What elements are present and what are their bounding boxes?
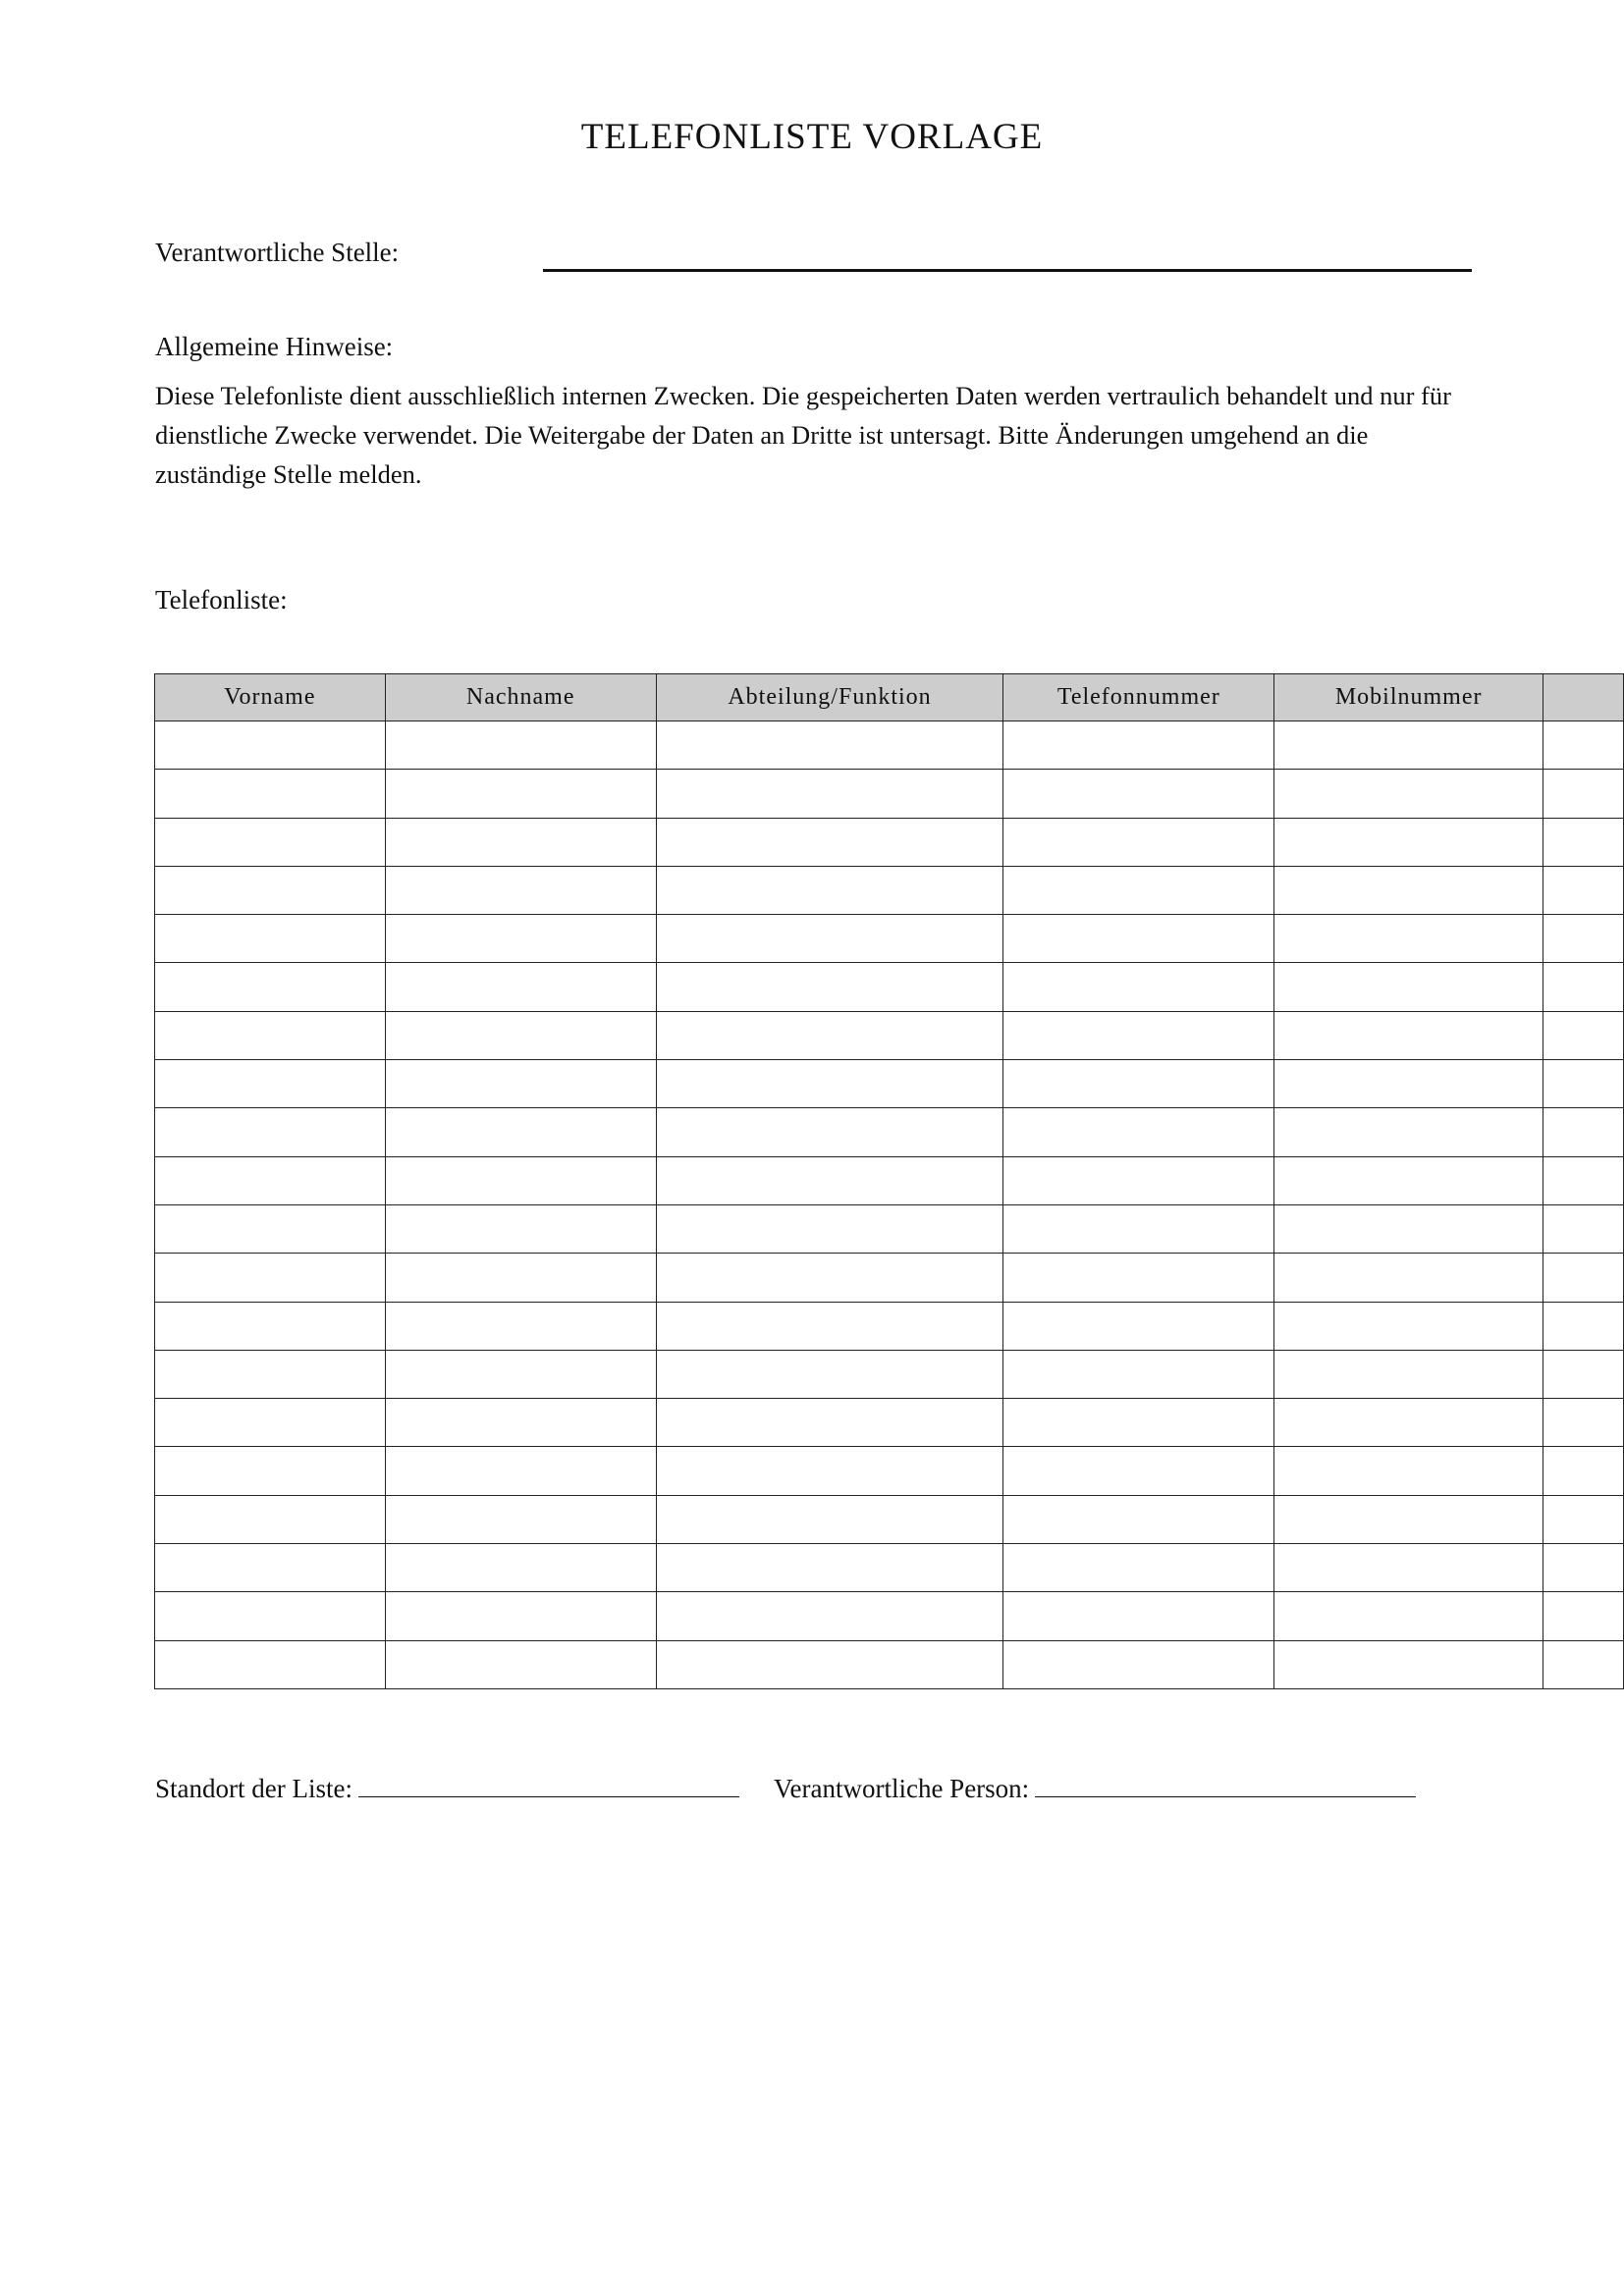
table-cell[interactable] [1543,818,1624,866]
column-header-nachname: Nachname [385,674,656,721]
column-header-telefonnummer: Telefonnummer [1003,674,1274,721]
table-cell[interactable] [1543,1447,1624,1495]
table-cell[interactable] [1274,1254,1543,1302]
table-cell[interactable] [385,1399,656,1447]
table-cell[interactable] [155,1350,386,1398]
table-cell[interactable] [385,1156,656,1204]
table-cell[interactable] [1003,770,1274,818]
hints-title: Allgemeine Hinweise: [155,332,394,361]
table-cell[interactable] [656,1011,1003,1059]
table-cell[interactable] [656,770,1003,818]
table-row [155,1302,1624,1350]
table-cell[interactable] [656,963,1003,1011]
table-cell[interactable] [155,1108,386,1156]
responsible-office-field[interactable] [543,269,1472,272]
table-row [155,721,1624,770]
table-row [155,866,1624,914]
table-cell[interactable] [1543,1302,1624,1350]
phone-list-label: Telefonliste: [155,585,288,614]
table-cell[interactable] [1543,915,1624,963]
table-cell[interactable] [656,1495,1003,1543]
table-row [155,1156,1624,1204]
document-title: TELEFONLISTE VORLAGE [580,117,1044,157]
table-cell[interactable] [656,1399,1003,1447]
table-cell[interactable] [155,1060,386,1108]
table-cell[interactable] [1003,1544,1274,1592]
table-cell[interactable] [1274,721,1543,770]
table-cell[interactable] [656,1592,1003,1640]
column-header-abteilung: Abteilung/Funktion [656,674,1003,721]
table-cell[interactable] [1274,1350,1543,1398]
table-cell[interactable] [1003,1302,1274,1350]
table-cell[interactable] [155,1640,386,1688]
table-row [155,818,1624,866]
footer-location [155,1773,739,1804]
table-cell[interactable] [385,866,656,914]
table-cell[interactable] [656,1254,1003,1302]
table-cell[interactable] [155,1204,386,1253]
table-cell[interactable] [1003,1254,1274,1302]
table-row [155,963,1624,1011]
responsible-person-field[interactable] [1035,1773,1416,1797]
table-row [155,1447,1624,1495]
table-cell[interactable] [1003,1204,1274,1253]
table-cell[interactable] [1003,1592,1274,1640]
table-cell[interactable] [656,1060,1003,1108]
table-cell[interactable] [155,1254,386,1302]
table-cell[interactable] [385,1495,656,1543]
table-cell[interactable] [155,721,386,770]
table-cell[interactable] [385,1011,656,1059]
table-cell[interactable] [155,1495,386,1543]
table-cell[interactable] [385,1350,656,1398]
table-cell[interactable] [1543,1060,1624,1108]
table-cell[interactable] [1274,1060,1543,1108]
table-cell[interactable] [385,1544,656,1592]
table-row [155,1495,1624,1543]
table-cell[interactable] [656,1302,1003,1350]
location-field[interactable] [358,1773,739,1797]
table-cell[interactable] [656,1204,1003,1253]
table-cell[interactable] [1543,866,1624,914]
table-cell[interactable] [155,1302,386,1350]
table-cell[interactable] [1543,721,1624,770]
table-cell[interactable] [385,1447,656,1495]
table-cell[interactable] [1003,866,1274,914]
table-cell[interactable] [155,866,386,914]
table-cell[interactable] [1274,1495,1543,1543]
table-cell[interactable] [385,770,656,818]
table-cell[interactable] [1274,818,1543,866]
table-cell[interactable] [1543,1011,1624,1059]
table-cell[interactable] [155,818,386,866]
table-cell[interactable] [1543,1399,1624,1447]
table-cell[interactable] [385,1108,656,1156]
table-cell[interactable] [1003,963,1274,1011]
table-row [155,1108,1624,1156]
table-cell[interactable] [155,1592,386,1640]
phone-list-table [154,673,1624,1689]
table-cell[interactable] [656,866,1003,914]
table-cell[interactable] [1543,770,1624,818]
table-row [155,1640,1624,1688]
table-cell[interactable] [155,963,386,1011]
table-cell[interactable] [1274,1447,1543,1495]
table-cell[interactable] [1543,1495,1624,1543]
table-cell[interactable] [1274,1399,1543,1447]
table-cell[interactable] [155,1011,386,1059]
column-header-vorname: Vorname [155,674,386,721]
table-header-row [155,674,1624,721]
table-cell[interactable] [656,1108,1003,1156]
table-cell[interactable] [1003,721,1274,770]
column-header-extra [1543,674,1624,721]
table-cell[interactable] [656,721,1003,770]
table-cell[interactable] [155,1544,386,1592]
table-cell[interactable] [1274,866,1543,914]
table-cell[interactable] [1003,1108,1274,1156]
table-cell[interactable] [1274,915,1543,963]
table-cell[interactable] [1543,1108,1624,1156]
table-cell[interactable] [1543,1592,1624,1640]
location-label: Standort der Liste: [155,1774,352,1803]
table-cell[interactable] [155,1399,386,1447]
table-cell[interactable] [656,915,1003,963]
table-body [155,721,1624,1689]
table-cell[interactable] [1003,1640,1274,1688]
table-cell[interactable] [1543,1544,1624,1592]
table-cell[interactable] [1003,915,1274,963]
table-cell[interactable] [385,1254,656,1302]
table-cell[interactable] [1003,1350,1274,1398]
table-cell[interactable] [1543,1204,1624,1253]
column-header-mobilnummer: Mobilnummer [1274,674,1543,721]
table-cell[interactable] [385,1204,656,1253]
table-cell[interactable] [385,1302,656,1350]
table-cell[interactable] [385,1592,656,1640]
table-cell[interactable] [1274,1302,1543,1350]
table-cell[interactable] [1274,1011,1543,1059]
table-cell[interactable] [1274,1592,1543,1640]
table-cell[interactable] [1274,1544,1543,1592]
table-row [155,1060,1624,1108]
table-row [155,770,1624,818]
responsible-office-label: Verantwortliche Stelle: [155,238,400,267]
responsible-person-label: Verantwortliche Person: [774,1774,1030,1803]
table-cell[interactable] [385,818,656,866]
table-cell[interactable] [1274,963,1543,1011]
table-cell[interactable] [1003,1060,1274,1108]
table-row [155,1544,1624,1592]
table-cell[interactable] [1543,963,1624,1011]
table-row [155,915,1624,963]
table-cell[interactable] [1543,1350,1624,1398]
table-cell[interactable] [385,1640,656,1688]
table-cell[interactable] [1543,1156,1624,1204]
table-cell[interactable] [1274,1156,1543,1204]
hints-text: Diese Telefonliste dient ausschließlich internen Zwecken. Die gespeicherten Daten werden vertraulich behandelt und nur für dienstliche Zwecke verwendet. Die Weitergabe der Daten an Dritte ist untersagt. Bitte Änderungen umgehend an die zuständige Stelle melden. [155,381,1451,489]
table-row [155,1254,1624,1302]
table-row [155,1204,1624,1253]
table-cell[interactable] [656,1350,1003,1398]
table-cell[interactable] [1003,1156,1274,1204]
table-cell[interactable] [155,1447,386,1495]
table-cell[interactable] [385,721,656,770]
table-cell[interactable] [1274,1204,1543,1253]
table-cell[interactable] [385,1060,656,1108]
table-cell[interactable] [155,770,386,818]
table-cell[interactable] [155,1156,386,1204]
table-cell[interactable] [385,915,656,963]
table-cell[interactable] [656,1640,1003,1688]
table-row [155,1592,1624,1640]
table-cell[interactable] [1003,1011,1274,1059]
table-cell[interactable] [1003,1399,1274,1447]
table-row [155,1350,1624,1398]
table-cell[interactable] [656,1156,1003,1204]
table-cell[interactable] [155,915,386,963]
table-cell[interactable] [1003,1447,1274,1495]
table-cell[interactable] [656,1447,1003,1495]
table-cell[interactable] [1543,1640,1624,1688]
table-cell[interactable] [1274,1108,1543,1156]
table-cell[interactable] [656,818,1003,866]
table-cell[interactable] [385,963,656,1011]
table-cell[interactable] [1543,1254,1624,1302]
table-cell[interactable] [656,1544,1003,1592]
table-row [155,1399,1624,1447]
table-row [155,1011,1624,1059]
table-cell[interactable] [1003,818,1274,866]
table-cell[interactable] [1274,1640,1543,1688]
footer-person [774,1773,1416,1804]
table-cell[interactable] [1003,1495,1274,1543]
table-cell[interactable] [1274,770,1543,818]
